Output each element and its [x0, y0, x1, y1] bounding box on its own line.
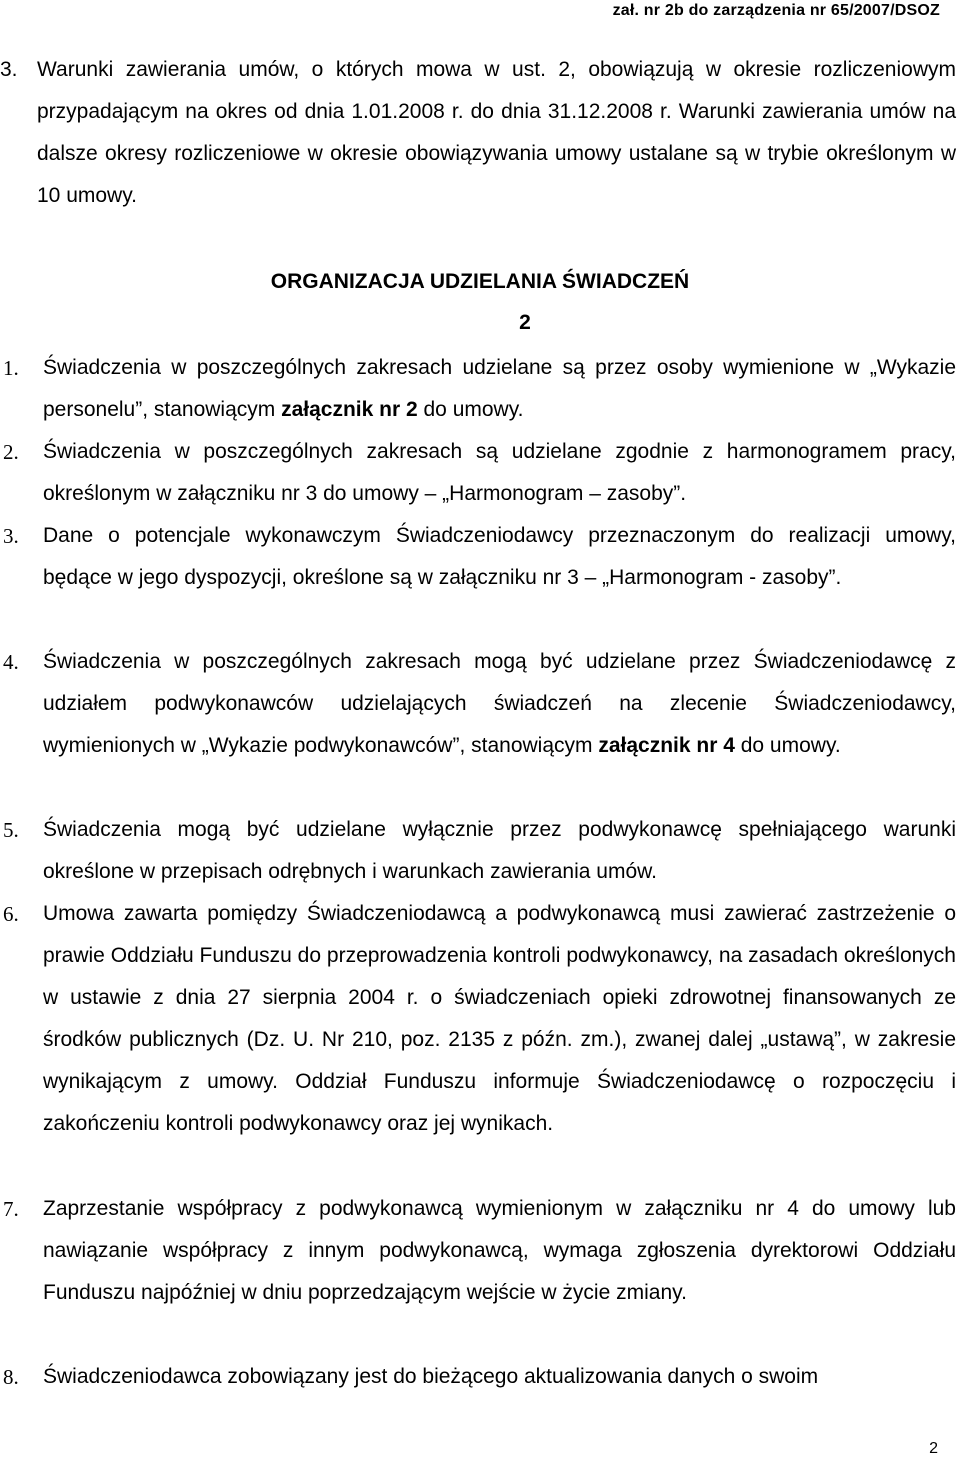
item-number: 5. — [3, 818, 19, 842]
item-number: 1. — [3, 356, 19, 380]
paragraph-text: Warunki zawierania umów, o których mowa w ust. 2, obowiązują w okresie rozliczeniowym przypadającym na okres od dnia 1.01.2008 r. do dnia 31.12.2008 r. Warunki zawierania umów na dalsze okresy rozliczeniowe w okresie obowiązywania umowy ustalane są w trybie określonym w 10 umowy. — [37, 58, 956, 207]
list-item-5 — [0, 809, 956, 893]
item-number: 7. — [3, 1197, 19, 1221]
section-title: ORGANIZACJA UDZIELANIA ŚWIADCZEŃ — [270, 270, 690, 293]
item-text: Świadczenia w poszczególnych zakresach udzielane są przez osoby wymienione w „Wykazie personelu”, stanowiącym — [43, 356, 956, 421]
list-item-4 — [0, 641, 956, 767]
item-text-after: do umowy. — [734, 734, 841, 757]
list-item-7 — [0, 1188, 956, 1314]
item-number: 2. — [3, 440, 19, 464]
item-text: Świadczenia mogą być udzielane wyłącznie przez podwykonawcę spełniającego warunki określone w przepisach odrębnych i warunkach zawierania umów. — [43, 818, 956, 883]
item-number: 6. — [3, 902, 19, 926]
item-bold-ref: załącznik nr 2 — [281, 398, 418, 421]
item-bold-ref: załącznik nr 4 — [598, 734, 735, 757]
list-item-3 — [0, 515, 956, 599]
item-text-after: do umowy. — [417, 398, 524, 421]
list-item-6 — [0, 893, 956, 1145]
item-text: Zaprzestanie współpracy z podwykonawcą wymienionym w załączniku nr 4 do umowy lub nawiązanie współpracy z innym podwykonawcą, wymaga zgłoszenia dyrektorowi Oddziału Funduszu najpóźniej w dniu poprzedzającym wejście w życie zmiany. — [43, 1197, 956, 1304]
page-number: 2 — [929, 1440, 938, 1457]
list-item-2 — [0, 431, 956, 515]
item-text: Świadczeniodawca zobowiązany jest do bieżącego aktualizowania danych o swoim — [43, 1365, 819, 1388]
item-number: 4. — [3, 650, 19, 674]
paragraph-number: 3. — [0, 58, 18, 81]
item-number: 8. — [3, 1365, 19, 1389]
item-text: Umowa zawarta pomiędzy Świadczeniodawcą a podwykonawcą musi zawierać zastrzeżenie o prawie Oddziału Funduszu do przeprowadzenia kontroli podwykonawcy, na zasadach określonych w ustawie z dnia 27 sierpnia 2004 r. o świadczeniach opieki zdrowotnej finansowanych ze środków publicznych (Dz. U. Nr 210, poz. 2135 z późn. zm.), zwanej dalej „ustawą”, w zakresie wynikającym z umowy. Oddział Funduszu informuje Świadczeniodawcę o rozpoczęciu i zakończeniu kontroli podwykonawcy oraz jej wynikach. — [43, 902, 956, 1135]
list-item-8 — [0, 1356, 956, 1398]
list-item-1 — [0, 347, 956, 431]
header-note: zał. nr 2b do zarządzenia nr 65/2007/DSOZ — [612, 2, 940, 19]
item-text: Świadczenia w poszczególnych zakresach są udzielane zgodnie z harmonogramem pracy, określonym w załączniku nr 3 do umowy – „Harmonogram – zasoby”. — [43, 440, 956, 505]
item-text: Dane o potencjale wykonawczym Świadczeniodawcy przeznaczonym do realizacji umowy, będące w jego dyspozycji, określone są w załączniku nr 3 – „Harmonogram - zasoby”. — [43, 524, 956, 589]
item-number: 3. — [3, 524, 19, 548]
paragraph-3-top — [0, 49, 956, 217]
item-text: Świadczenia w poszczególnych zakresach mogą być udzielane przez Świadczeniodawcę z udziałem podwykonawców udzielających świadczeń na zlecenie Świadczeniodawcy, wymienionych w „Wykazie podwykonawców”, stanowiącym — [43, 650, 956, 757]
section-mark: 2 — [519, 311, 531, 334]
